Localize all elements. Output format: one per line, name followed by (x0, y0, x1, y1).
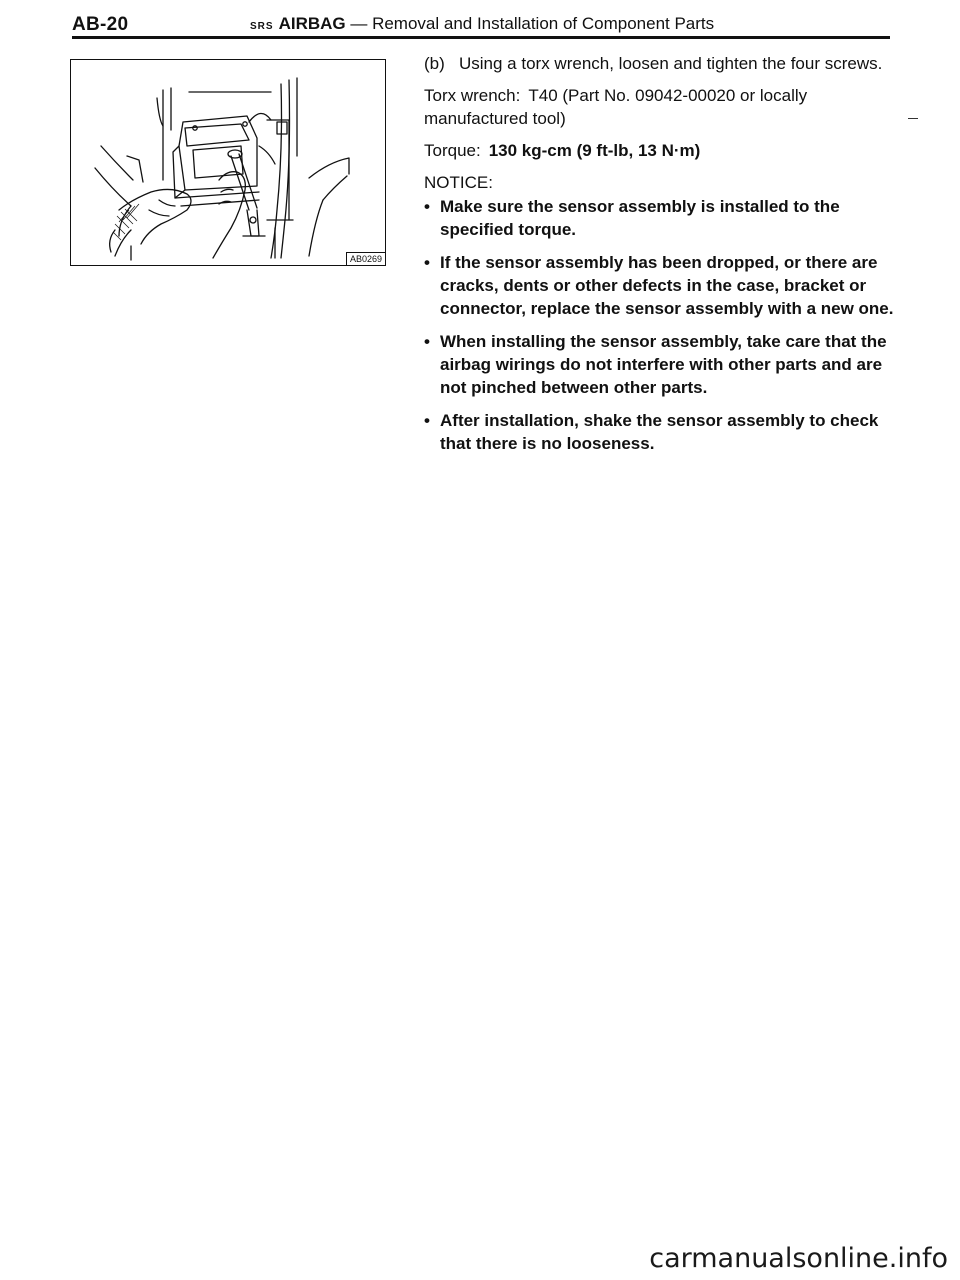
notice-text: After installation, shake the sensor assembly to check that there is no looseness. (440, 411, 879, 453)
section-title-rest: — Removal and Installation of Component Parts (345, 14, 715, 33)
step-text: Using a torx wrench, loosen and tighten the four screws. (459, 54, 883, 73)
section-title-bold: AIRBAG (278, 14, 346, 33)
torque-value: 130 kg-cm (9 ft-lb, 13 N·m) (488, 141, 701, 160)
step-label: (b) (424, 54, 445, 73)
srs-prefix: SRS (250, 21, 274, 32)
notice-text: If the sensor assembly has been dropped, or there are cracks, dents or other defects in the case, bracket or connector, replace the sensor assembly with a new one. (440, 253, 894, 318)
page-number: AB-20 (72, 14, 129, 35)
section-title (250, 14, 714, 34)
procedure-step (424, 52, 894, 75)
list-item (424, 330, 894, 399)
notice-list (424, 195, 894, 455)
sensor-installation-illustration (71, 60, 387, 267)
header-rule (72, 36, 890, 39)
list-item (424, 409, 894, 455)
bullet-icon: • (424, 411, 430, 430)
procedure-content (424, 52, 894, 465)
list-item (424, 195, 894, 241)
bullet-icon: • (424, 197, 430, 216)
notice-title: NOTICE: (424, 173, 493, 192)
watermark: carmanualsonline.info (649, 1243, 948, 1274)
notice-text: When installing the sensor assembly, take care that the airbag wirings do not interfere with other parts and are not pinched between other parts. (440, 332, 887, 397)
bullet-icon: • (424, 253, 430, 272)
page-header (72, 14, 890, 38)
bullet-icon: • (424, 332, 430, 351)
figure-code: AB0269 (346, 252, 386, 266)
torque-label: Torque: (424, 141, 481, 160)
figure-frame (70, 59, 386, 266)
tool-spec (424, 84, 894, 130)
margin-mark (908, 118, 918, 119)
list-item (424, 251, 894, 320)
notice-text: Make sure the sensor assembly is installed to the specified torque. (440, 197, 840, 239)
tool-label: Torx wrench: (424, 86, 521, 105)
tool-text: T40 (Part No. 09042-00020 or locally manufactured tool) (424, 86, 808, 128)
torque-spec (424, 139, 894, 162)
